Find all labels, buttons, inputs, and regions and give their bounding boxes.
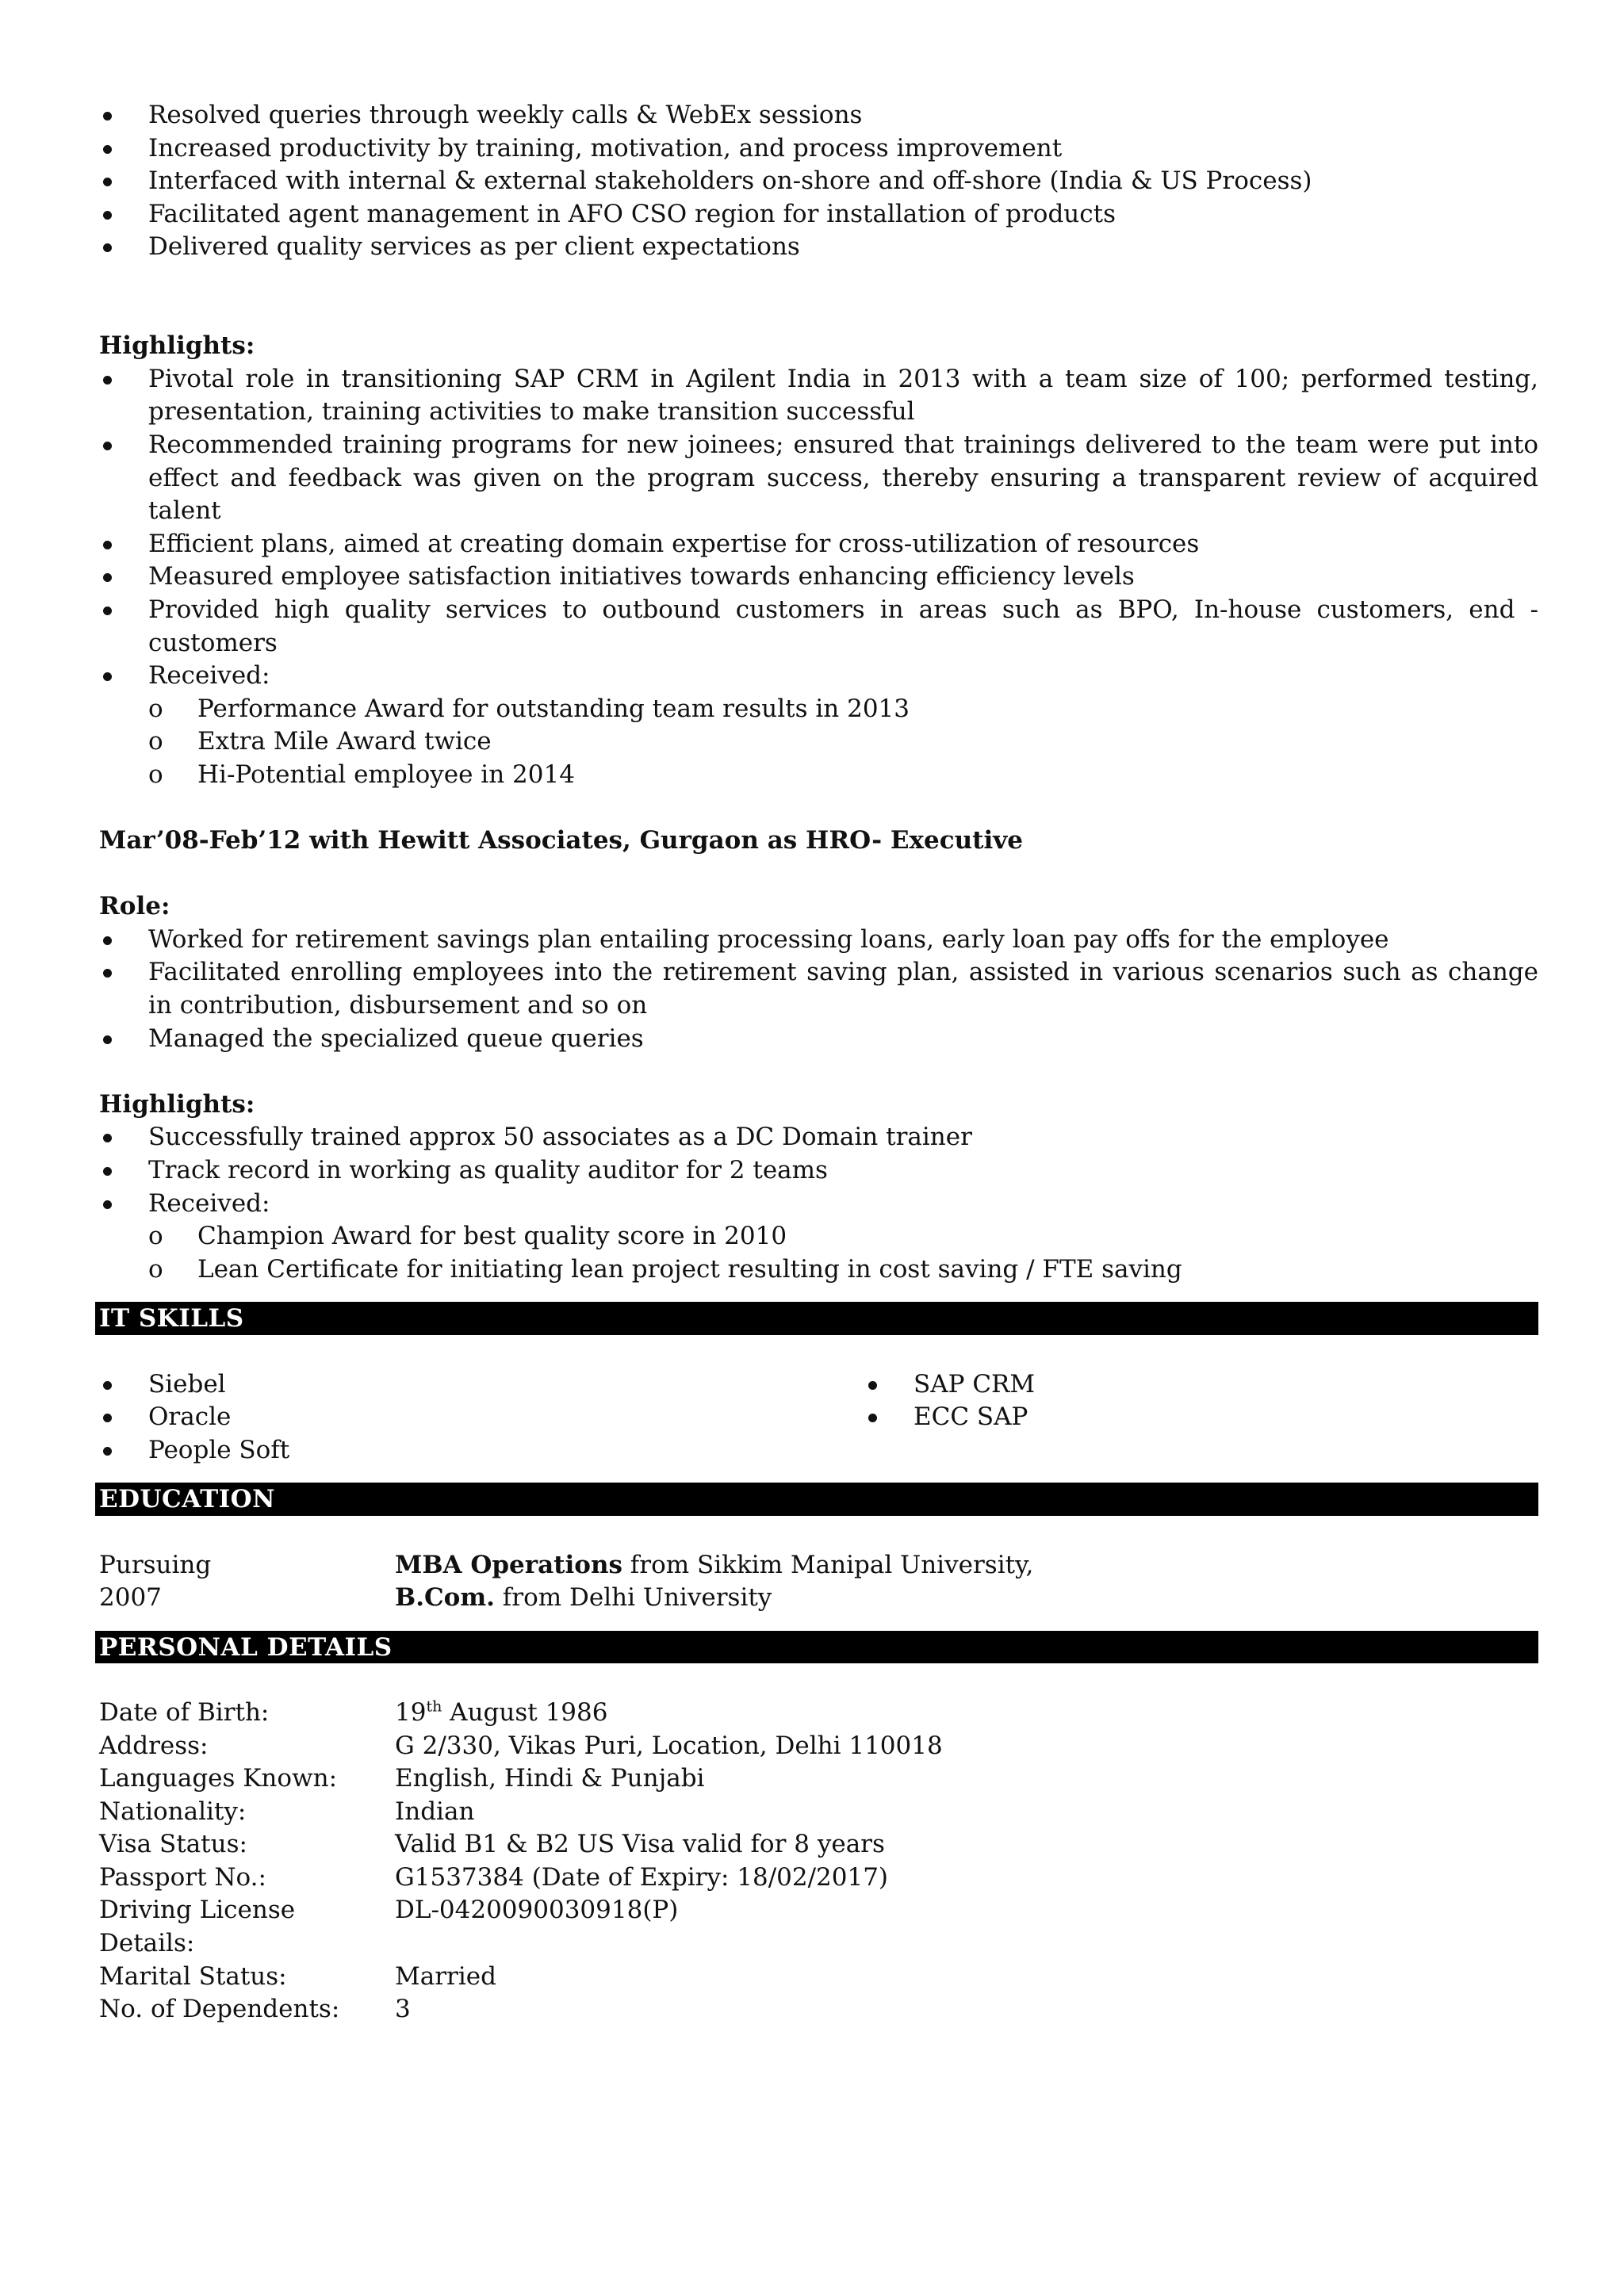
bullet-icon xyxy=(103,211,112,220)
skills-list xyxy=(864,1368,1538,1434)
highlights-heading: Highlights: xyxy=(99,1089,255,1119)
bullet-icon xyxy=(103,1414,112,1422)
bullet-icon xyxy=(103,1447,112,1456)
circle-bullet-icon: o xyxy=(148,694,163,723)
personal-row: Passport No.: G1537384 (Date of Expiry: 18/02/2017) xyxy=(99,1862,889,1892)
page-content xyxy=(99,99,1538,2026)
bullet-icon xyxy=(868,1414,877,1422)
bullet-icon xyxy=(103,1381,112,1390)
bullet-icon xyxy=(103,969,112,978)
job-heading: Mar’08-Feb’12 with Hewitt Associates, Gurgaon as HRO- Executive xyxy=(99,826,1023,855)
circle-bullet-icon: o xyxy=(148,1222,163,1251)
list-item: Successfully trained approx 50 associates as a DC Domain trainer xyxy=(99,1121,1538,1154)
list-item: o Champion Award for best quality score in 2010 xyxy=(99,1220,1538,1253)
bullet-icon xyxy=(103,573,112,582)
bullet-icon xyxy=(103,672,112,681)
skills-list xyxy=(99,1368,864,1468)
list-item: Measured employee satisfaction initiatives towards enhancing efficiency levels xyxy=(99,561,1538,594)
list-item: o Performance Award for outstanding team results in 2013 xyxy=(99,693,1538,726)
it-skills-columns xyxy=(99,1368,1538,1468)
awards-list xyxy=(99,693,1538,792)
bullet-icon xyxy=(103,936,112,945)
list-item: Resolved queries through weekly calls & WebEx sessions xyxy=(99,99,1538,132)
personal-row: Nationality: Indian xyxy=(99,1797,475,1826)
personal-row: Marital Status: Married xyxy=(99,1961,496,1991)
list-item: Pivotal role in transitioning SAP CRM in Agilent India in 2013 with a team size of 100; performed testing, presentation, training activities to make transition successful xyxy=(99,363,1538,429)
bullet-icon xyxy=(103,145,112,154)
list-item: o Hi-Potential employee in 2014 xyxy=(99,759,1538,792)
circle-bullet-icon: o xyxy=(148,760,163,789)
education-row: 2007 B.Com. from Delhi University xyxy=(99,1583,772,1613)
list-item: Received: xyxy=(99,1188,1538,1221)
personal-row: No. of Dependents: 3 xyxy=(99,1995,411,2024)
list-item: Received: xyxy=(99,660,1538,693)
list-item: Delivered quality services as per client expectations xyxy=(99,231,1538,264)
role-list xyxy=(99,924,1538,1055)
bullet-icon xyxy=(103,243,112,252)
list-item: Recommended training programs for new joinees; ensured that trainings delivered to the team were put into effect and feedback was given on the program success, thereby ensuring a transparent review of acquired talent xyxy=(99,429,1538,528)
role-heading: Role: xyxy=(99,892,170,921)
list-item: Increased productivity by training, motivation, and process improvement xyxy=(99,132,1538,166)
personal-row: Visa Status: Valid B1 & B2 US Visa valid for 8 years xyxy=(99,1830,885,1859)
list-item: People Soft xyxy=(99,1434,864,1468)
highlights-list xyxy=(99,363,1538,693)
list-item: SAP CRM xyxy=(864,1368,1538,1402)
circle-bullet-icon: o xyxy=(148,727,163,756)
personal-details-header: PERSONAL DETAILS xyxy=(95,1631,1538,1664)
personal-row: Driving License Details: DL-0420090030918(P) xyxy=(99,1896,679,1958)
bullet-icon xyxy=(103,178,112,186)
list-item: Siebel xyxy=(99,1368,864,1402)
list-item: Managed the specialized queue queries xyxy=(99,1023,1538,1056)
it-skills-header: IT SKILLS xyxy=(95,1302,1538,1335)
bullet-icon xyxy=(103,607,112,615)
education-row: Pursuing MBA Operations from Sikkim Manipal University, xyxy=(99,1550,1034,1579)
bullet-icon xyxy=(103,1134,112,1142)
circle-bullet-icon: o xyxy=(148,1254,163,1284)
awards-list xyxy=(99,1220,1538,1286)
highlights-heading: Highlights: xyxy=(99,331,255,361)
personal-row: Address: G 2/330, Vikas Puri, Location, Delhi 110018 xyxy=(99,1731,943,1760)
bullet-icon xyxy=(103,1167,112,1176)
list-item: o Extra Mile Award twice xyxy=(99,725,1538,759)
bullet-icon xyxy=(103,376,112,385)
list-item: Worked for retirement savings plan entailing processing loans, early loan pay offs for the employee xyxy=(99,924,1538,957)
list-item: Efficient plans, aimed at creating domain expertise for cross-utilization of resources xyxy=(99,528,1538,561)
list-item: Facilitated enrolling employees into the retirement saving plan, assisted in various scenarios such as change in contribution, disbursement and so on xyxy=(99,956,1538,1022)
education-header: EDUCATION xyxy=(95,1483,1538,1516)
bullet-icon xyxy=(103,1200,112,1209)
list-item: Oracle xyxy=(99,1401,864,1434)
personal-row: Languages Known: English, Hindi & Punjabi xyxy=(99,1764,705,1793)
list-item: Provided high quality services to outbound customers in areas such as BPO, In-house customers, end -customers xyxy=(99,594,1538,660)
list-item: Interfaced with internal & external stakeholders on-shore and off-shore (India & US Process) xyxy=(99,165,1538,198)
list-item: Facilitated agent management in AFO CSO region for installation of products xyxy=(99,198,1538,232)
bullet-icon xyxy=(103,442,112,450)
bullet-icon xyxy=(103,541,112,549)
list-item: Track record in working as quality auditor for 2 teams xyxy=(99,1154,1538,1188)
list-item: ECC SAP xyxy=(864,1401,1538,1434)
highlights-list xyxy=(99,1121,1538,1220)
personal-row: Date of Birth: 19th August 1986 xyxy=(99,1697,608,1727)
list-item: o Lean Certificate for initiating lean project resulting in cost saving / FTE saving xyxy=(99,1253,1538,1287)
bullet-icon xyxy=(103,1035,112,1044)
bullet-icon xyxy=(868,1381,877,1390)
responsibilities-list xyxy=(99,99,1538,264)
bullet-icon xyxy=(103,112,112,121)
